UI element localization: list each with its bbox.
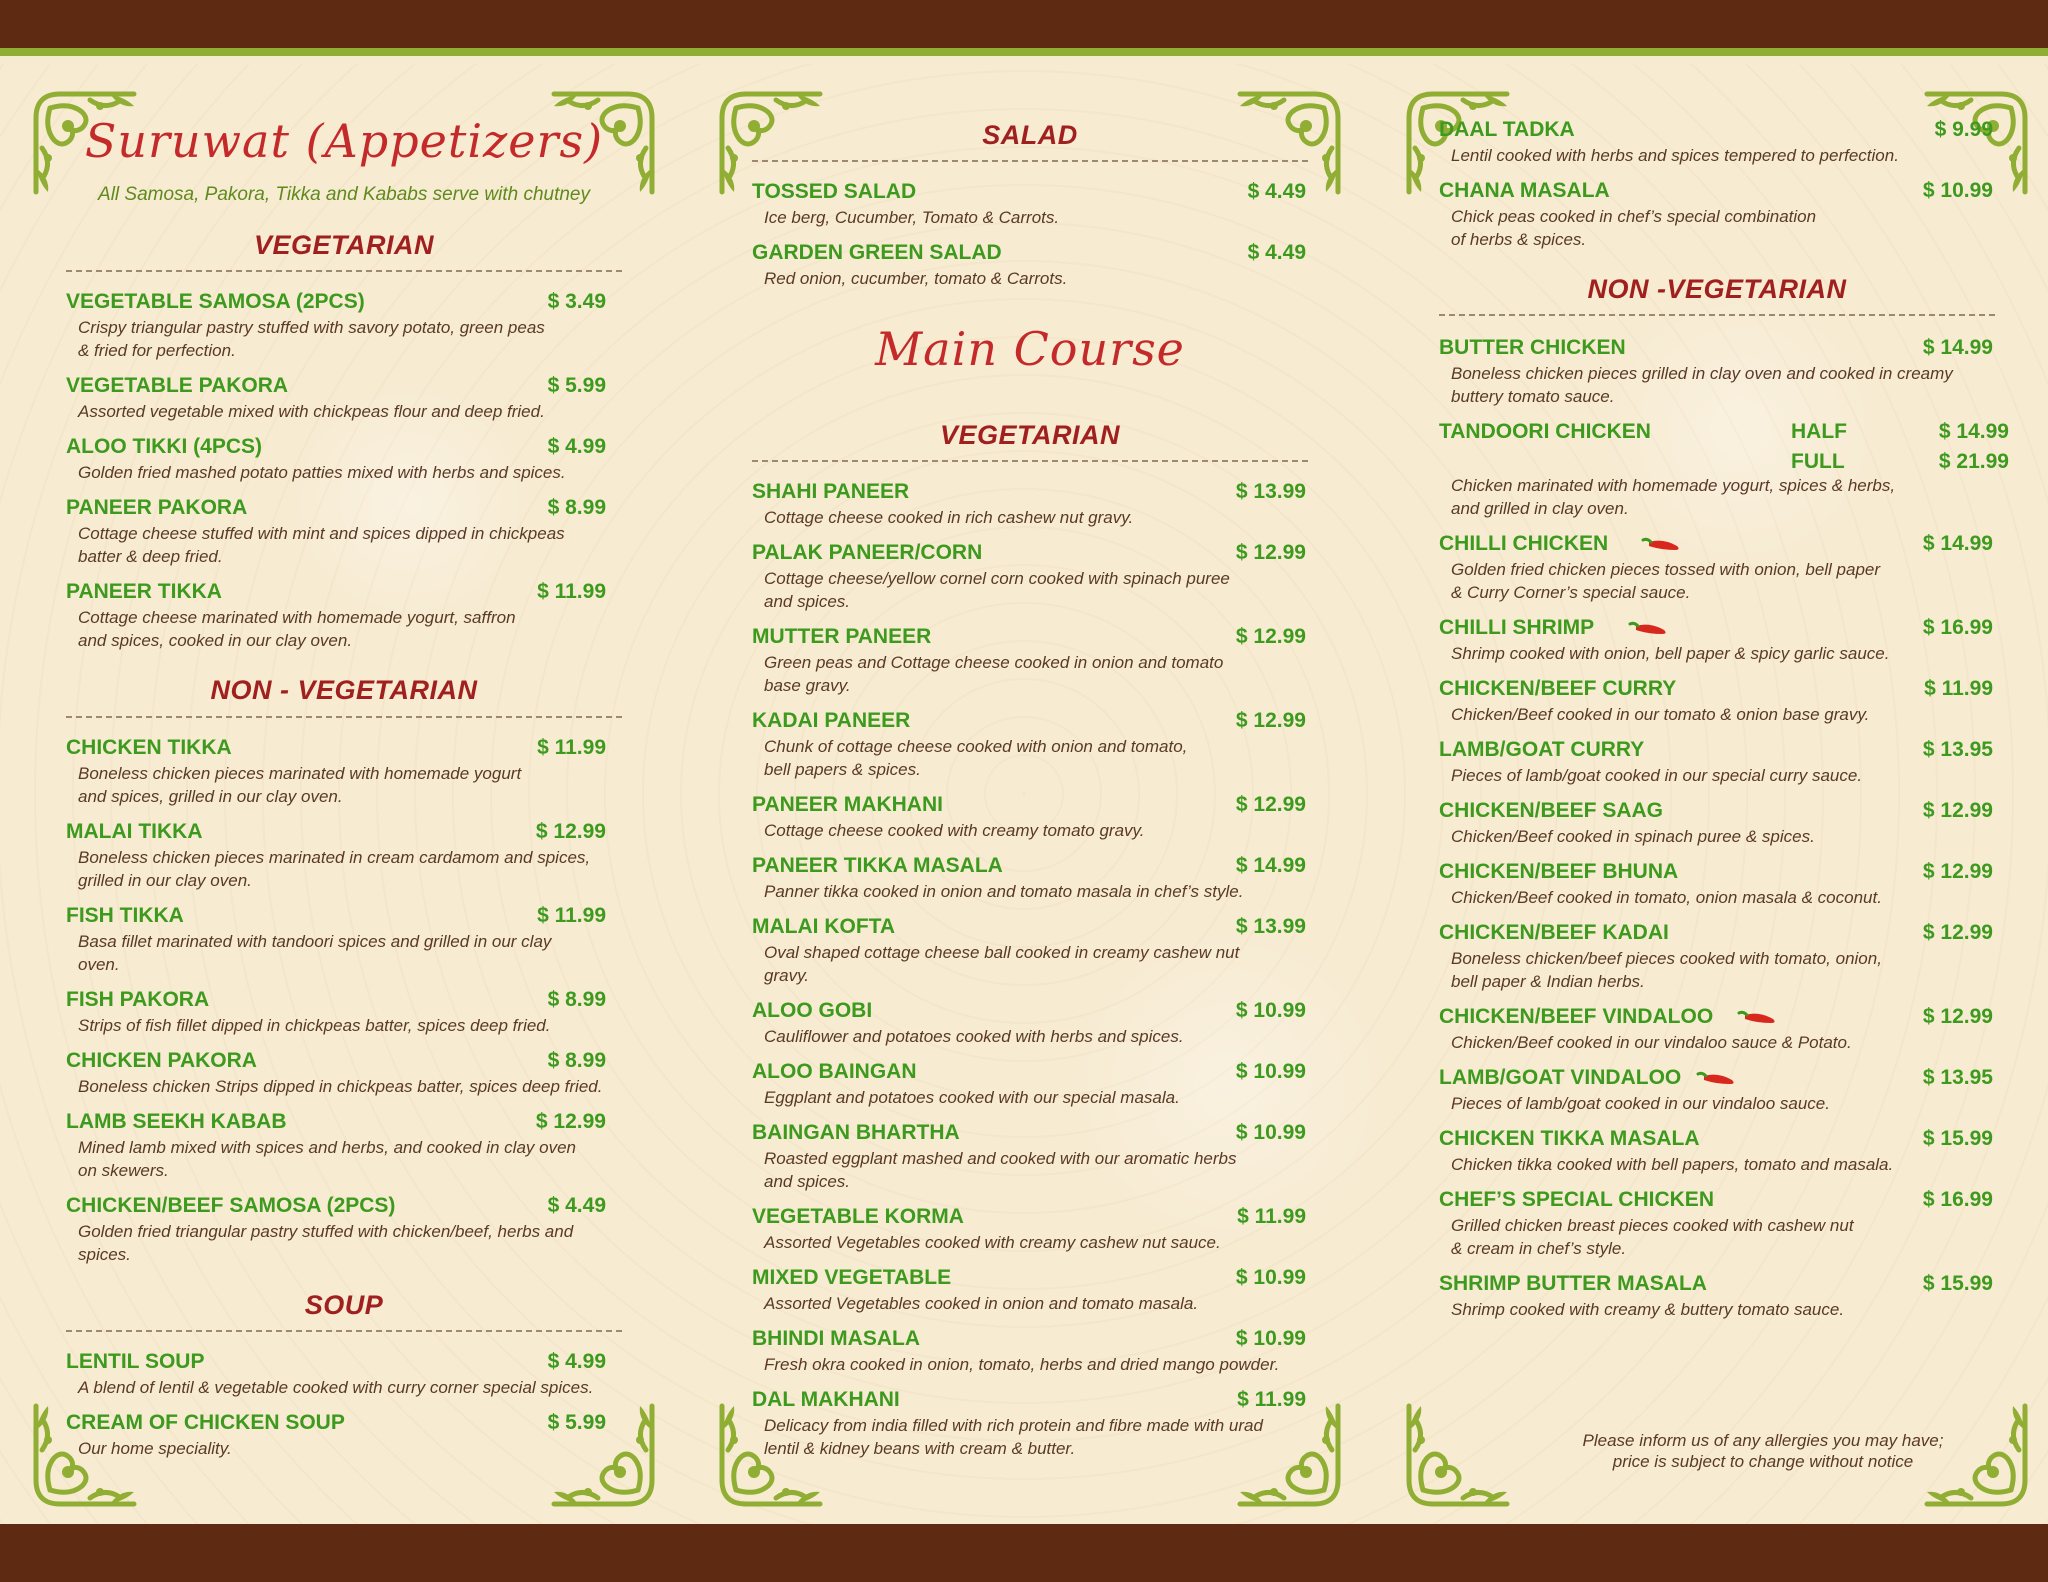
dish-name: BUTTER CHICKEN [1439,336,1626,359]
dish-price: $ 12.99 [1235,709,1306,732]
dish-description-line: Lentil cooked with herbs and spices tempered to perfection. [1451,146,1899,165]
dish-description-line: Boneless chicken/beef pieces cooked with tomato, onion, [1451,949,1882,968]
dish-description-line: & Curry Corner’s special sauce. [1451,583,1691,602]
dish-description-line: Ice berg, Cucumber, Tomato & Carrots. [764,208,1060,227]
dish-price: $ 4.99 [547,1350,606,1373]
dish-description-line: Chick peas cooked in chef’s special combination [1451,207,1817,226]
dish-price: $ 8.99 [547,1049,606,1072]
dish-description [764,941,1239,987]
dish-description [78,846,590,892]
dish-price: $ 11.99 [537,736,606,759]
dish-name: PANEER MAKHANI [752,793,943,816]
dish-description [1451,1298,1844,1321]
dish-name: SHAHI PANEER [752,480,910,503]
appetizers-chutney-note: All Samosa, Pakora, Tikka and Kababs serve with chutney [98,184,590,205]
dish-description-line: A blend of lentil & vegetable cooked with curry corner special spices. [78,1378,594,1397]
dish-name: TOSSED SALAD [752,180,917,203]
dish-price: $ 10.99 [1235,1121,1306,1144]
dish-description-line: Roasted eggplant mashed and cooked with our aromatic herbs [764,1149,1237,1168]
dish-description-line: Boneless chicken Strips dipped in chickpeas batter, spices deep fried. [78,1077,603,1096]
dish-name: BHINDI MASALA [752,1327,920,1350]
appetizers-nonveg-header: NON - VEGETARIAN [210,675,478,705]
full-portion-label: FULL [1791,450,1845,473]
dish-description-line: Panner tikka cooked in onion and tomato masala in chef’s style. [764,882,1244,901]
dish-description-line: Shrimp cooked with onion, bell paper & spicy garlic sauce. [1451,644,1890,663]
dish-description [1451,558,1880,604]
dish-price: $ 13.95 [1922,1066,1993,1089]
dish-price: $ 10.99 [1235,999,1306,1022]
dish-description-line: and spices. [764,592,850,611]
dish-price: $ 12.99 [1922,1005,1993,1028]
dish-description [764,1086,1180,1109]
dish-description [1451,144,1899,167]
dish-price: $ 11.99 [537,904,606,927]
dish-description [78,316,545,362]
dish-description [1451,642,1889,665]
dish-price: $ 16.99 [1922,616,1993,639]
dish-name: DAAL TADKA [1439,118,1575,141]
dish-description-line: Golden fried mashed potato patties mixed with herbs and spices. [78,463,566,482]
dish-price: $ 13.99 [1235,915,1306,938]
dish-name: TANDOORI CHICKEN [1439,420,1651,443]
dish-name: PANEER PAKORA [66,496,248,519]
dish-description [78,1437,232,1460]
dish-description [1451,764,1862,787]
section-divider [752,160,1308,162]
dish-price: $ 11.99 [1237,1388,1306,1411]
dish-description-line: base gravy. [764,676,851,695]
dish-price: $ 15.99 [1922,1272,1993,1295]
dish-description [764,267,1067,290]
appetizers-panel [30,64,658,1524]
dish-price: $ 12.99 [1235,793,1306,816]
dish-name: SHRIMP BUTTER MASALA [1439,1272,1707,1295]
section-divider [66,716,622,718]
dish-price: $ 11.99 [537,580,606,603]
dish-description [1451,1092,1830,1115]
dish-description-line: & cream in chef’s style. [1451,1239,1627,1258]
dish-price: $ 12.99 [1922,921,1993,944]
dish-price: $ 14.99 [1938,420,2009,443]
dish-price: $ 5.99 [547,1411,606,1434]
dish-description-line: and grilled in clay oven. [1451,499,1629,518]
dish-description [1451,825,1815,848]
bottom-border-band [0,1524,2048,1582]
dish-description-line: on skewers. [78,1161,169,1180]
dish-description [78,400,545,423]
dish-description-line: Crispy triangular pastry stuffed with savory potato, green peas [78,318,545,337]
dish-price: $ 11.99 [1237,1205,1306,1228]
appetizers-vegetarian-header: VEGETARIAN [253,230,434,260]
dish-description-line: Cottage cheese stuffed with mint and spices dipped in chickpeas [78,524,565,543]
dish-name: CHILLI SHRIMP [1439,616,1595,639]
dish-price: $ 4.49 [1247,180,1306,203]
dish-price: $ 4.49 [547,1194,606,1217]
dish-name: BAINGAN BHARTHA [752,1121,960,1144]
dish-description [78,1014,550,1037]
dish-description-line: bell papers & spices. [764,760,921,779]
dish-name: FISH PAKORA [66,988,210,1011]
dish-description-line: Shrimp cooked with creamy & buttery tomato sauce. [1451,1300,1845,1319]
dish-description [764,819,1144,842]
allergy-note-line-1: Please inform us of any allergies you may have; [1582,1431,1944,1450]
allergy-note [1483,1430,2043,1472]
salad-header: SALAD [982,120,1078,150]
dish-description-line: Chicken/Beef cooked in our vindaloo sauce & Potato. [1451,1033,1852,1052]
dish-price: $ 4.99 [547,435,606,458]
dish-name: MIXED VEGETABLE [752,1266,952,1289]
dish-name: CHICKEN/BEEF CURRY [1439,677,1677,700]
dish-name: PANEER TIKKA [66,580,222,603]
dish-description-line: Chicken/Beef cooked in spinach puree & spices. [1451,827,1815,846]
dish-description [78,762,521,808]
dish-description [78,1220,573,1266]
dish-description [1451,947,1882,993]
dish-description-line: Oval shaped cottage cheese ball cooked in creamy cashew nut [764,943,1240,962]
dish-name: ALOO GOBI [752,999,873,1022]
dish-description-line: bell paper & Indian herbs. [1451,972,1645,991]
dish-description-line: Pieces of lamb/goat cooked in our special curry sauce. [1451,766,1863,785]
dish-description [764,567,1230,613]
chili-pepper-icon [1626,618,1670,640]
dish-description [764,651,1223,697]
dish-description-line: Green peas and Cottage cheese cooked in onion and tomato [764,653,1224,672]
dish-description-line: Basa fillet marinated with tandoori spices and grilled in our clay [78,932,552,951]
main-nonveg-header: NON -VEGETARIAN [1587,274,1847,304]
dish-description-line: Grilled chicken breast pieces cooked with cashew nut [1451,1216,1854,1235]
dish-description-line: Golden fried chicken pieces tossed with onion, bell paper [1451,560,1881,579]
dish-description-line: Red onion, cucumber, tomato & Carrots. [764,269,1068,288]
dish-description [1451,886,1882,909]
dish-name: CHICKEN PAKORA [66,1049,257,1072]
dish-name: PALAK PANEER/CORN [752,541,983,564]
dish-name: CHICKEN/BEEF VINDALOO [1439,1005,1714,1028]
half-portion-label: HALF [1791,420,1847,443]
dish-description-line: Chicken tikka cooked with bell papers, tomato and masala. [1451,1155,1894,1174]
dish-name: LAMB/GOAT CURRY [1439,738,1645,761]
dish-description-line: Golden fried triangular pastry stuffed with chicken/beef, herbs and [78,1222,574,1241]
dish-description-line: Chicken marinated with homemade yogurt, spices & herbs, [1451,476,1896,495]
dish-name: CHICKEN TIKKA MASALA [1439,1127,1700,1150]
dish-price: $ 10.99 [1235,1060,1306,1083]
dish-description-line: of herbs & spices. [1451,230,1587,249]
dish-name: CHICKEN TIKKA [66,736,232,759]
dish-price: $ 12.99 [1235,541,1306,564]
dish-price: $ 12.99 [535,1110,606,1133]
dish-description-line: Assorted Vegetables cooked in onion and tomato masala. [764,1294,1199,1313]
dish-name: VEGETABLE PAKORA [66,374,289,397]
chili-pepper-icon [1735,1007,1779,1029]
dish-description [78,930,551,976]
dish-description-line: Boneless chicken pieces marinated with homemade yogurt [78,764,522,783]
chili-pepper-icon [1639,534,1683,556]
dish-price: $ 14.99 [1235,854,1306,877]
dish-description-line: Boneless chicken pieces marinated in cream cardamom and spices, [78,848,591,867]
dish-name: MALAI KOFTA [752,915,896,938]
dish-description [1451,205,1816,251]
dish-description-line: grilled in our clay oven. [78,871,252,890]
dish-name: PANEER TIKKA MASALA [752,854,1003,877]
dish-description [764,1414,1263,1460]
dish-price: $ 8.99 [547,988,606,1011]
main-nonveg-panel [1403,64,2031,1524]
dish-name: CHANA MASALA [1439,179,1610,202]
dish-description-line: spices. [78,1245,131,1264]
dish-price: $ 14.99 [1922,336,1993,359]
chili-pepper-icon [1694,1068,1738,1090]
main-course-title: Main Course [875,322,1185,376]
dish-description [1451,362,1953,408]
dish-name: DAL MAKHANI [752,1388,900,1411]
dish-description-line: gravy. [764,966,810,985]
dish-price: $ 13.99 [1235,480,1306,503]
dish-description-line: Boneless chicken pieces grilled in clay oven and cooked in creamy [1451,364,1953,383]
dish-description-line: Fresh okra cooked in onion, tomato, herbs and dried mango powder. [764,1355,1280,1374]
dish-description [764,1353,1279,1376]
dish-price: $ 9.99 [1934,118,1993,141]
dish-name: FISH TIKKA [66,904,184,927]
dish-description-line: Chicken/Beef cooked in our tomato & onion base gravy. [1451,705,1870,724]
dish-description-line: Chicken/Beef cooked in tomato, onion masala & coconut. [1451,888,1882,907]
dish-name: MALAI TIKKA [66,820,203,843]
dish-price-full: $ 21.99 [1938,450,2009,473]
dish-description [764,1025,1184,1048]
dish-description [764,735,1187,781]
dish-price: $ 5.99 [547,374,606,397]
section-divider [1439,314,1995,316]
dish-name: LAMB/GOAT VINDALOO [1439,1066,1682,1089]
dish-description-line: Cauliflower and potatoes cooked with herbs and spices. [764,1027,1184,1046]
dish-name: VEGETABLE SAMOSA (2PCS) [66,290,365,313]
dish-description [78,606,516,652]
dish-description-line: Chunk of cottage cheese cooked with onion and tomato, [764,737,1188,756]
dish-price: $ 12.99 [1235,625,1306,648]
dish-description-line: and spices, cooked in our clay oven. [78,631,353,650]
dish-description [1451,1153,1893,1176]
dish-description-line: lentil & kidney beans with cream & butter. [764,1439,1076,1458]
dish-description-line: Eggplant and potatoes cooked with our special masala. [764,1088,1180,1107]
dish-description [78,1376,593,1399]
dish-description-line: Mined lamb mixed with spices and herbs, and cooked in clay oven [78,1138,576,1157]
dish-description-line: batter & deep fried. [78,547,223,566]
dish-price: $ 8.99 [547,496,606,519]
section-divider [66,270,622,272]
dish-description [764,506,1133,529]
dish-price: $ 10.99 [1235,1327,1306,1350]
dish-name: LAMB SEEKH KABAB [66,1110,287,1133]
appetizers-title: Suruwat (Appetizers) [84,114,604,168]
dish-name: CHILLI CHICKEN [1439,532,1609,555]
dish-price: $ 12.99 [1922,860,1993,883]
dish-price: $ 12.99 [1922,799,1993,822]
dish-description-line: & fried for perfection. [78,341,236,360]
dish-description-line: Cottage cheese/yellow cornel corn cooked with spinach puree [764,569,1230,588]
dish-description-line: Our home speciality. [78,1439,232,1458]
dish-price: $ 13.95 [1922,738,1993,761]
dish-name: CHICKEN/BEEF SAAG [1439,799,1664,822]
dish-price: $ 3.49 [547,290,606,313]
dish-name: CHICKEN/BEEF BHUNA [1439,860,1679,883]
dish-description-line: Assorted vegetable mixed with chickpeas flour and deep fried. [78,402,545,421]
dish-description [1451,1031,1852,1054]
dish-description [764,1292,1198,1315]
dish-description [764,206,1059,229]
dish-description-line: Cottage cheese marinated with homemade yogurt, saffron [78,608,516,627]
dish-description-line: Strips of fish fillet dipped in chickpeas batter, spices deep fried. [78,1016,551,1035]
section-divider [752,460,1308,462]
dish-description [78,522,565,568]
dish-description [1451,703,1869,726]
dish-description [78,1075,602,1098]
dish-description [764,1231,1221,1254]
dish-description-line: and spices, grilled in our clay oven. [78,787,343,806]
dish-price: $ 15.99 [1922,1127,1993,1150]
dish-price: $ 14.99 [1922,532,1993,555]
dish-name: CHEF’S SPECIAL CHICKEN [1439,1188,1714,1211]
top-border-band [0,0,2048,56]
section-divider [66,1330,622,1332]
dish-description [764,880,1243,903]
dish-name: CHICKEN/BEEF KADAI [1439,921,1669,944]
dish-name: CREAM OF CHICKEN SOUP [66,1411,345,1434]
dish-name: CHICKEN/BEEF SAMOSA (2PCS) [66,1194,396,1217]
dish-description-line: Cottage cheese cooked in rich cashew nut gravy. [764,508,1134,527]
dish-description-line: buttery tomato sauce. [1451,387,1615,406]
dish-description [764,1147,1237,1193]
dish-name: GARDEN GREEN SALAD [752,241,1002,264]
dish-price: $ 10.99 [1235,1266,1306,1289]
dish-description [78,461,566,484]
dish-price: $ 10.99 [1922,179,1993,202]
dish-description-line: Assorted Vegetables cooked with creamy cashew nut sauce. [764,1233,1221,1252]
dish-price: $ 4.49 [1247,241,1306,264]
dish-description-line: Pieces of lamb/goat cooked in our vindaloo sauce. [1451,1094,1830,1113]
dish-price: $ 12.99 [535,820,606,843]
dish-price: $ 11.99 [1924,677,1993,700]
dish-name: ALOO TIKKI (4PCS) [66,435,263,458]
salad-main-panel [716,64,1344,1524]
dish-name: VEGETABLE KORMA [752,1205,964,1228]
dish-description-line: Cottage cheese cooked with creamy tomato gravy. [764,821,1145,840]
dish-description-line: and spices. [764,1172,850,1191]
dish-description [1451,1214,1854,1260]
allergy-note-line-2: price is subject to change without notice [1612,1452,1914,1471]
soup-header: SOUP [304,1290,384,1320]
dish-name: LENTIL SOUP [66,1350,205,1373]
dish-description-line: oven. [78,955,120,974]
dish-name: MUTTER PANEER [752,625,932,648]
dish-name: KADAI PANEER [752,709,911,732]
dish-name: ALOO BAINGAN [752,1060,917,1083]
dish-description-line: Delicacy from india filled with rich protein and fibre made with urad [764,1416,1263,1435]
dish-description [78,1136,576,1182]
dish-description [1451,474,1895,520]
dish-price: $ 16.99 [1922,1188,1993,1211]
main-vegetarian-header: VEGETARIAN [939,420,1120,450]
